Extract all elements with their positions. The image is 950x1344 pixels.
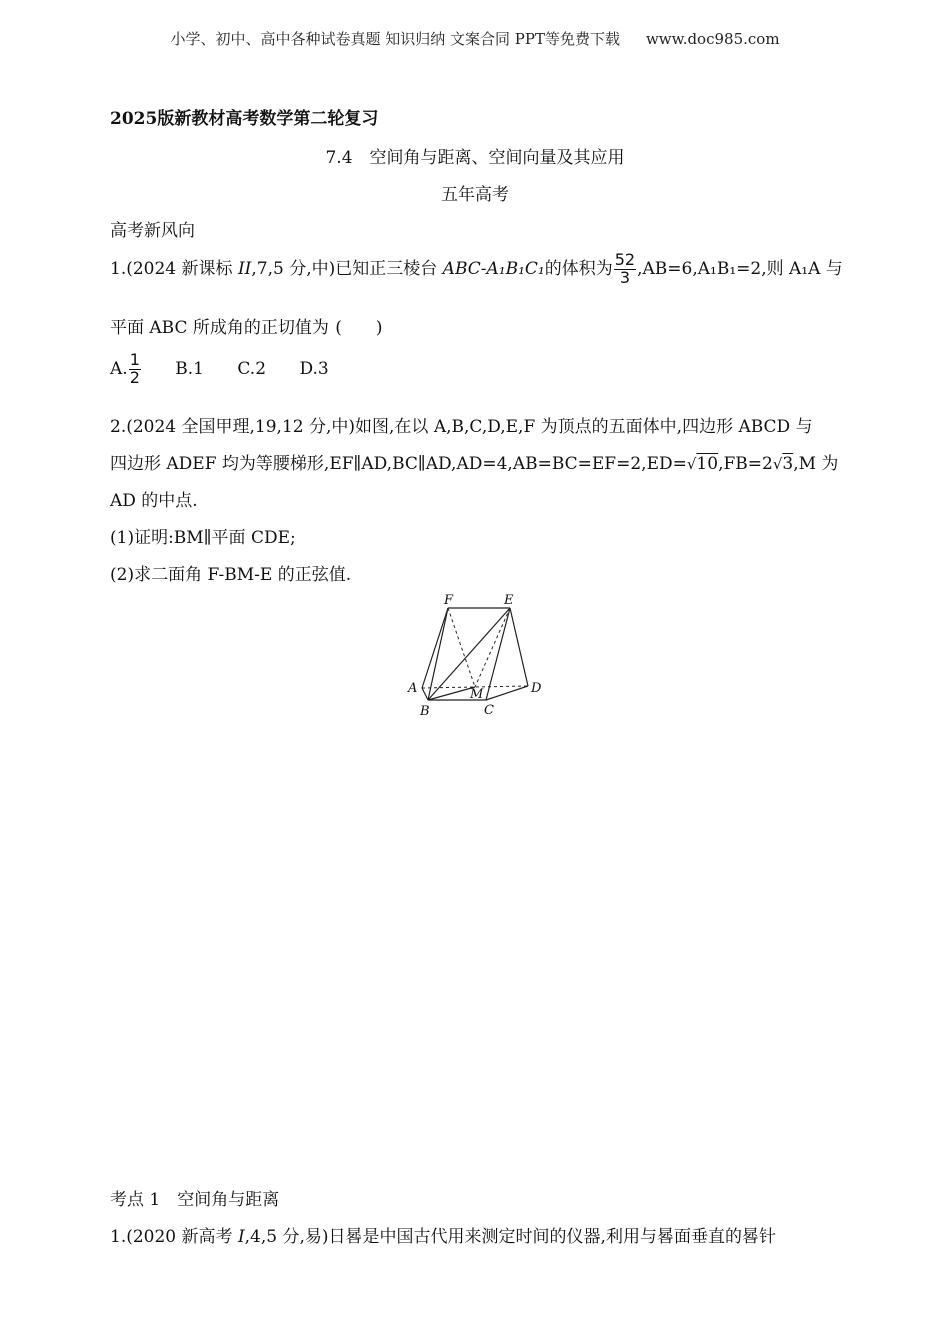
edge-AB (422, 688, 428, 700)
header-website[interactable]: www.doc985.com (645, 30, 780, 48)
sqrt-symbol: √ (686, 455, 697, 473)
question-2-line-3: AD 的中点. (110, 491, 198, 511)
edge-FB (428, 608, 448, 700)
sqrt-symbol: √ (772, 455, 783, 473)
question-1-line-2: 平面 ABC 所成角的正切值为 ( ) (110, 313, 389, 338)
option-c: C.2 (237, 358, 267, 379)
option-b: B.1 (175, 358, 204, 379)
page-header (0, 28, 950, 49)
document-title: 2025版新教材高考数学第二轮复习 (110, 109, 379, 129)
question-2-line-2: 四边形 ADEF 均为等腰梯形,EF∥AD,BC∥AD,AD=4,AB=BC=EF=2,ED=√10,FB=2√3,M 为 (110, 454, 839, 474)
label-B: B (420, 704, 430, 719)
answer-blank: ( ) (335, 318, 383, 338)
edge-CD (486, 686, 528, 700)
header-text: 小学、初中、高中各种试卷真题 知识归纳 文案合同 PPT等免费下载 (170, 30, 620, 48)
label-D: D (531, 681, 542, 696)
option-a: A. $\frac{1}{2}$ (110, 350, 140, 387)
label-F: F (444, 593, 454, 608)
question-3-line-1: 1.(2020 新高考 I,4,5 分,易)日晷是中国古代用来测定时间的仪器,利用与晷面垂直的晷针 (110, 1227, 776, 1247)
question-2-part-2: (2)求二面角 F-BM-E 的正弦值. (110, 565, 352, 585)
kaodian-title: 考点 1 空间角与距离 (110, 1190, 280, 1210)
label-C: C (484, 703, 494, 718)
edge-BM (428, 687, 475, 700)
edge-ED (510, 608, 528, 686)
edge-FM-hidden (448, 608, 475, 687)
question-2-part-1: (1)证明:BM∥平面 CDE; (110, 528, 296, 548)
question-2-line-1: 2.(2024 全国甲理,19,12 分,中)如图,在以 A,B,C,D,E,F 为顶点的五面体中,四边形 ABCD 与 (110, 417, 813, 437)
question-1-options (110, 352, 357, 387)
option-d: D.3 (299, 358, 329, 379)
pentahedron-figure (400, 588, 550, 720)
volume-fraction: $\frac{52}{3}$ (614, 250, 636, 287)
label-A: A (408, 681, 418, 696)
edge-FA (422, 608, 448, 688)
sub-title: 五年高考 (441, 185, 509, 205)
question-1-line-1: 1.(2024 新课标 II,7,5 分,中)已知正三棱台 ABC-A₁B₁C₁的体积为 $\frac{52}{3}$ ,AB=6,A₁B₁=2,则 A₁A 与 (110, 250, 843, 287)
label-E: E (504, 593, 514, 608)
label-M: M (470, 687, 484, 702)
group-title: 高考新风向 (110, 221, 195, 241)
section-title: 7.4 空间角与距离、空间向量及其应用 (325, 148, 625, 168)
